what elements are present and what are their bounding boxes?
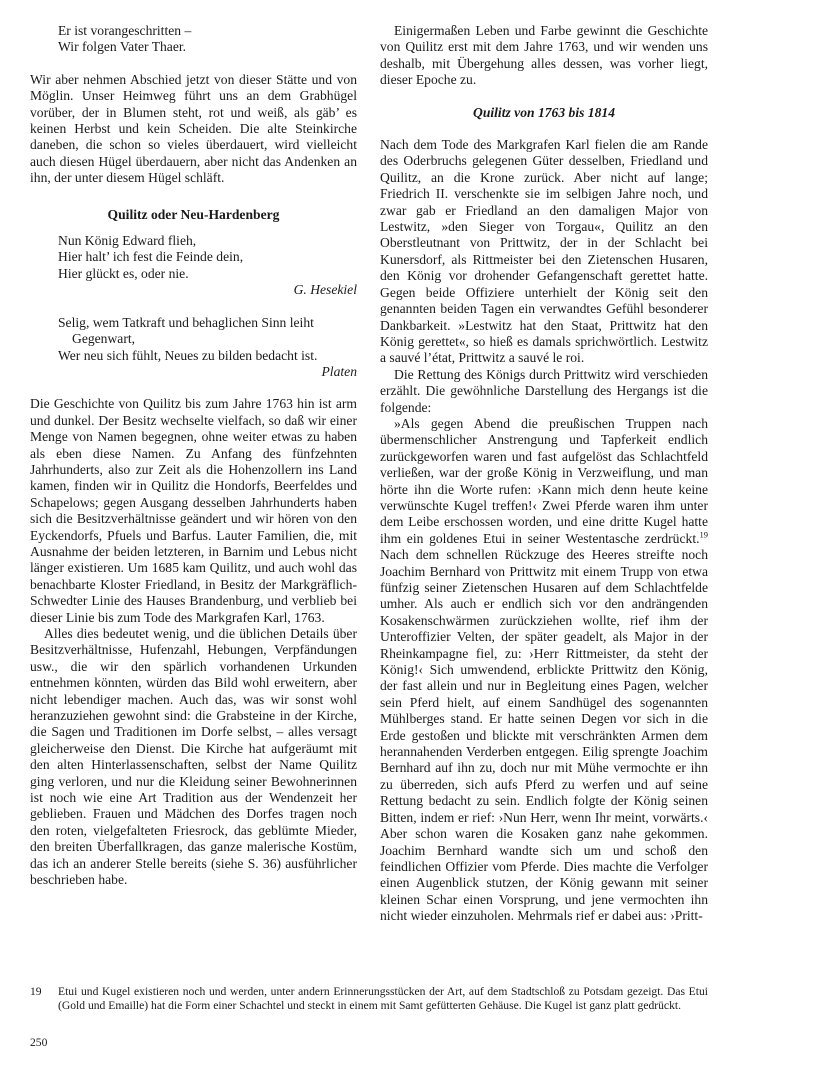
paragraph-history: Die Geschichte von Quilitz bis zum Jahre 1763 hin ist arm und dunkel. Der Besitz wechselte vielfach, so daß wir einer Menge von Namen begegnen, ohne weiter etwas zu haben als eben diese Namen. Zu Anfang des fünfzehnten Jahrhunderts, also zur Zeit als die Hohenzollern ins Land kamen, finden wir in Quilitz die Hondorfs, Beerfeldes und Schapelows; gegen Ausgang desselben Jahrhunderts haben sich die Besitzverhältnisse geändert und wir hören von den Eyckendorfs, Pfuels und Barfus. Lauter Familien, die, mit Ausnahme der beiden letzteren, in Barnim und Lebus nicht länger existieren. Um 1685 kam Quilitz, und auch wohl das benachbarte Kloster Friedland, in Besitz der Markgräflich-Schwedter Linie des Hauses Brandenburg, und verblieb bei dieser Linie bis zum Tode des Markgrafen Karl, 1763. [30,396,357,625]
epigraph-line: Nun König Edward flieh, [58,233,197,249]
paragraph-quote [380,416,708,925]
epigraph-line-continuation: Gegenwart, [72,331,136,347]
epigraph-line: Wer neu sich fühlt, Neues zu bilden bedacht ist. [58,347,318,363]
footnote-text: Etui und Kugel existieren noch und werden, unter andern Erinnerungsstücken der Art, auf dem Stadtschloß zu Potsdam gezeigt. Das Etui (Gold und Emaille) hat die Form einer Schachtel und steckt in einem mit Samt gefütterten Gehäuse. Die Kugel ist ganz platt gedrückt. [58,985,708,1012]
epigraph-line: Hier halt’ ich fest die Feinde dein, [58,249,244,265]
paragraph-farewell: Wir aber nehmen Abschied jetzt von dieser Stätte und von Möglin. Unser Heimweg führt uns an dem Grabhügel vorüber, der in Blumen steht, rot und weiß, als gäb’ es keinen Herbst und kein Scheiden. Die alte Steinkirche daneben, die schon so vieles überdauert, wird vielleicht auch diesen Hügel überdauern, aber nicht das Andenken an ihn, der unter diesem Hügel schläft. [30,71,357,186]
chapter-title: Quilitz oder Neu-Hardenberg [107,206,280,222]
motto-line: Wir folgen Vater Thaer. [58,39,187,55]
right-column [380,23,708,925]
paragraph-rescue: Die Rettung des Königs durch Prittwitz wird verschieden erzählt. Die gewöhnliche Darstellung des Hergangs ist die folgende: [380,366,708,415]
epigraph-line: Selig, wem Tatkraft und behaglichen Sinn leiht [58,314,314,330]
section-title: Quilitz von 1763 bis 1814 [473,104,615,120]
epigraph-author: G. Hesekiel [293,282,357,298]
epigraph-line: Hier glückt es, oder nie. [58,265,189,281]
quote-part-b: Nach dem schnellen Rückzuge des Heeres streifte noch Joachim Bernhard von Prittwitz mit einem Trupp von etwa fünfzig seiner Zietenschen Husaren auf dem Schlachtfelde umher. Als auch er endlich sich vor den andrängenden Kosakenschwärmen zurückziehen wollte, rief ihm der Unteroffizier Velten, der später geadelt, als Major in der Rheinkampagne fiel, zu: ›Herr Rittmeister, da steht der König!‹ Sich umwendend, erblickte Prittwitz den König, der fast allein und nur in Begleitung eines Pagen, welcher sein Pferd hielt, auf einem Sandhügel des sogenannten Mühlberges stand. Er hatte seinen Degen vor sich in die Erde gestoßen und blickte mit verschränkten Armen dem herannahenden Verderben entgegen. Eilig sprengte Joachim Bernhard auf ihn zu, doch nur mit Mühe vermochte er ihn zu überreden, sich aufs Pferd zu werfen und auf seine Rettung bedacht zu sein. Endlich folgte der König seinen Bitten, indem er rief: ›Nun Herr, wenn Ihr meint, vorwärts.‹ Aber schon waren die Kosaken ganz nahe gekommen. Joachim Bernhard wandte sich um und schoß den feindlichen Offizier vom Pferde. Dies machte die Verfolger einen Augenblick stutzen, der König gewann mit seiner kleinen Schar einen Vorsprung, und jene vermochten ihn nicht wieder einzuholen. Mehrmals rief er dabei aus: ›Pritt- [380,547,708,924]
footnote-marker[interactable]: 19 [699,529,708,540]
footnote [30,985,708,1012]
paragraph-intro: Einigermaßen Leben und Farbe gewinnt die Geschichte von Quilitz erst mit dem Jahre 1763, und wir wenden uns deshalb, mit Übergehung alles dessen, was vorher liegt, dieser Epoche zu. [380,23,708,88]
quote-part-a: »Als gegen Abend die preußischen Truppen nach übermenschlicher Anstrengung und Tapferkeit endlich zurückgeworfen waren und fast aufgelöst das Schlachtfeld verließen, war der große König in Verzweiflung, und man hörte ihn die Worte rufen: ›Kann mich denn heute keine verwünschte Kugel treffen!‹ Zwei Pferde waren ihm unter dem Leibe erschossen worden, und eine dritte Kugel hatte ihm ein goldenes Etui in seiner Westentasche zerdrückt. [380,415,708,546]
left-column [30,23,357,889]
footnote-number: 19 [30,985,42,998]
paragraph-markgraf: Nach dem Tode des Markgrafen Karl fielen die am Rande des Oderbruchs gelegenen Güter desselben, Friedland und Quilitz, an die Krone zurück. Aber nicht auf lange; Friedrich II. verschenkte sie im selbigen Jahre noch, und zwar gab er Friedland an den damaligen Major von Lestwitz, »den Sieger von Torgau«, Quilitz an den Oberstleutnant von Prittwitz, der in der Schlacht bei Kunersdorf, als Rittmeister bei den Zietenschen Husaren, den König vor drohender Gefangenschaft gerettet hatte. Gegen beide Offiziere unterhielt der König seit den genannten beiden Tagen ein verwandtes Gefühl besonderer Dankbarkeit. »Lestwitz hat den Staat, Prittwitz hat den König gerettet«, so hieß es damals sprichwörtlich. Lestwitz a sauvé l’état, Prittwitz a sauvé le roi. [380,137,708,366]
epigraph-author: Platen [321,363,357,379]
page-number: 250 [30,1036,48,1049]
paragraph-details: Alles dies bedeutet wenig, und die üblichen Details über Besitzverhältnisse, Hufenzahl, Hebungen, Verpfändungen usw., die wir den spärlich vorhandenen Urkunden entnehmen könnten, würden das Bild wohl erweitern, aber nicht lebendiger machen. Auch das, was wir sonst wohl heranzuziehen gewohnt sind: die Grabsteine in der Kirche, die Sagen und Traditionen im Dorfe selbst, – alles versagt gleicherweise den Dienst. Die Kirche hat aufgeräumt mit den alten Hinterlassenschaften, selbst der Name Quilitz ging verloren, und nur die Kleidung seiner Bewohnerinnen ist noch wie eine Art Tradition aus der Wendenzeit her geblieben. Frauen und Mädchen des Dorfes tragen noch den roten, vielgefalteten Friesrock, das geblümte Mieder, den breiten Überfallkragen, das ganze malerische Kostüm, das ich an anderer Stelle bereits (siehe S. 36) ausführlicher beschrieben habe. [30,626,357,888]
motto-line: Er ist vorangeschritten – [58,23,192,38]
